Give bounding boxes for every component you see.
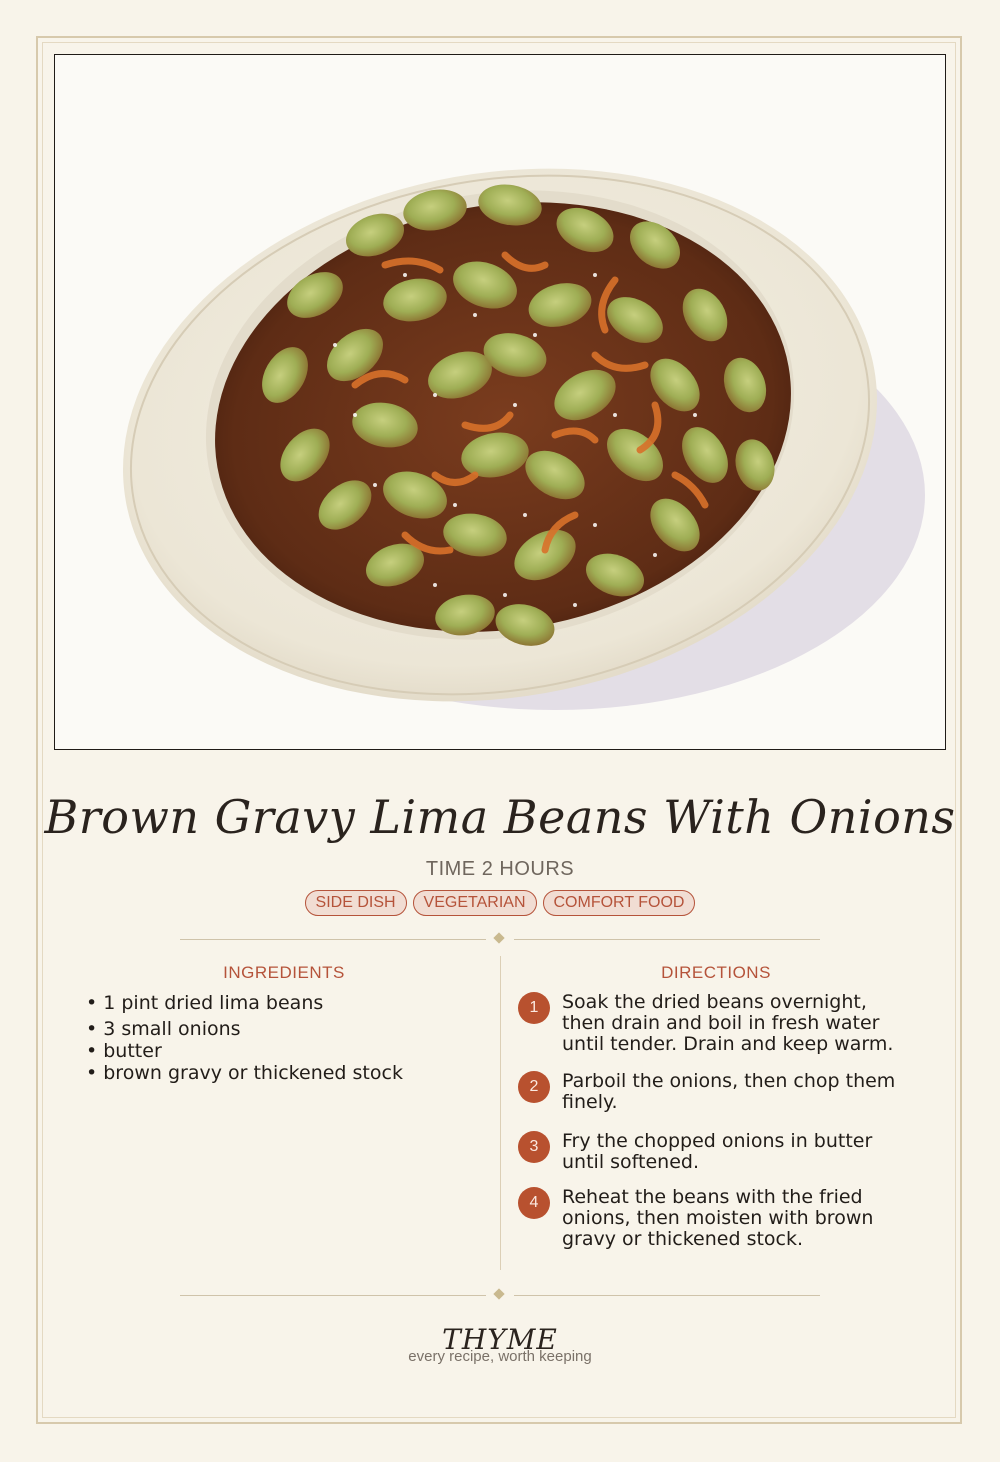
step-number-badge: 2: [518, 1071, 550, 1103]
ingredients-list: [86, 992, 486, 1084]
recipe-time: TIME 2 HOURS: [425, 858, 575, 880]
ingredient-item: • brown gravy or thickened stock: [86, 1062, 403, 1084]
column-divider: [500, 956, 501, 1270]
recipe-photo: [54, 54, 946, 750]
step-text: Soak the dried beans overnight, then drain and boil in fresh water until tender. Drain and keep warm.: [562, 991, 894, 1055]
diamond-icon: [493, 932, 504, 943]
section-divider-bottom: [180, 1288, 820, 1302]
step-number-badge: 3: [518, 1131, 550, 1163]
tag-vegetarian[interactable]: VEGETARIAN: [413, 890, 537, 916]
recipe-title: Brown Gravy Lima Beans With Onions: [44, 790, 956, 844]
ingredient-item: • butter: [86, 1040, 162, 1062]
tag-comfort-food[interactable]: COMFORT FOOD: [543, 890, 696, 916]
brand-tagline: every recipe, worth keeping: [408, 1348, 592, 1365]
step-text: Parboil the onions, then chop them finely.: [562, 1070, 896, 1113]
step-text: Fry the chopped onions in butter until softened.: [562, 1130, 873, 1173]
ingredients-heading: INGREDIENTS: [223, 963, 345, 982]
directions-heading: DIRECTIONS: [661, 963, 771, 982]
lima-beans-bowl-illustration: [55, 55, 945, 749]
diamond-icon: [493, 1288, 504, 1299]
step-text: Reheat the beans with the fried onions, then moisten with brown gravy or thickened stock.: [562, 1186, 874, 1250]
step-number-badge: 4: [518, 1187, 550, 1219]
tag-side-dish[interactable]: SIDE DISH: [305, 890, 407, 916]
ingredient-item: • 3 small onions: [86, 1018, 241, 1040]
tag-list: [0, 890, 1000, 916]
brand-logo-text: THYME: [442, 1323, 558, 1356]
section-divider-top: [180, 932, 820, 946]
step-number-badge: 1: [518, 992, 550, 1024]
ingredient-item: • 1 pint dried lima beans: [86, 992, 324, 1014]
